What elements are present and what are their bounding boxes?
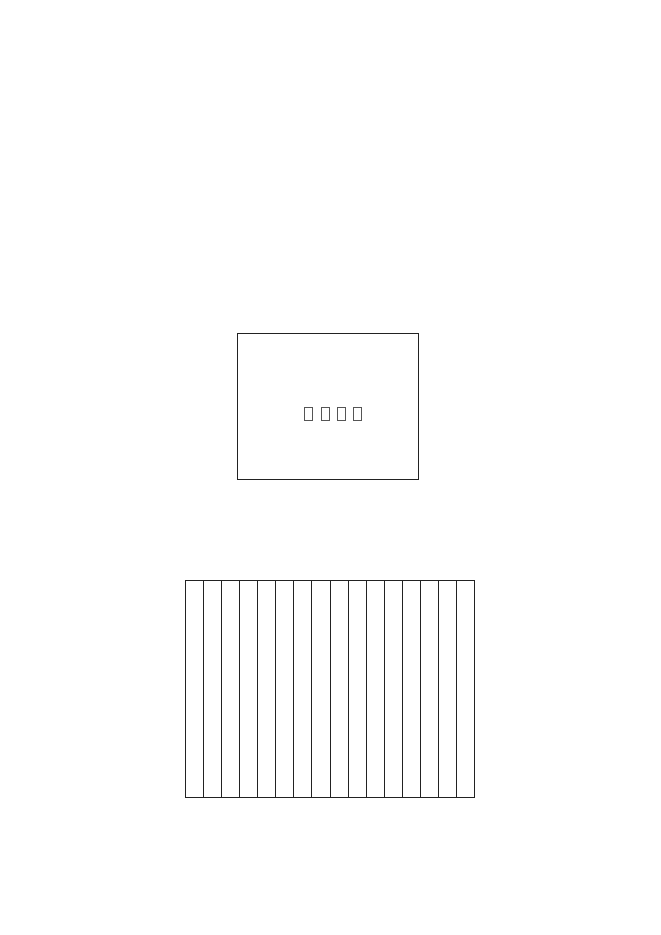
color-bar: [457, 581, 474, 797]
color-bar: [312, 581, 330, 797]
luminance-bar-top: [304, 386, 313, 400]
color-bar: [349, 581, 367, 797]
color-bar: [258, 581, 276, 797]
figure-32-color-bars: [185, 580, 475, 798]
color-bar: [222, 581, 240, 797]
luminance-bar-top: [321, 386, 330, 400]
luminance-bar-top: [337, 386, 346, 400]
luminance-bar-bottom: [304, 407, 313, 421]
color-bar: [421, 581, 439, 797]
color-bar: [331, 581, 349, 797]
color-bar: [294, 581, 312, 797]
color-bar: [186, 581, 204, 797]
color-bar: [385, 581, 403, 797]
color-bar: [204, 581, 222, 797]
luminance-bar-bottom: [353, 407, 362, 421]
luminance-bar-bottom: [321, 407, 330, 421]
color-bar: [439, 581, 457, 797]
figure-31-frame: [237, 333, 419, 480]
color-bar: [367, 581, 385, 797]
luminance-bar-bottom: [337, 407, 346, 421]
color-bar: [240, 581, 258, 797]
luminance-bar-top: [353, 386, 362, 400]
color-bar: [276, 581, 294, 797]
color-bar: [403, 581, 421, 797]
